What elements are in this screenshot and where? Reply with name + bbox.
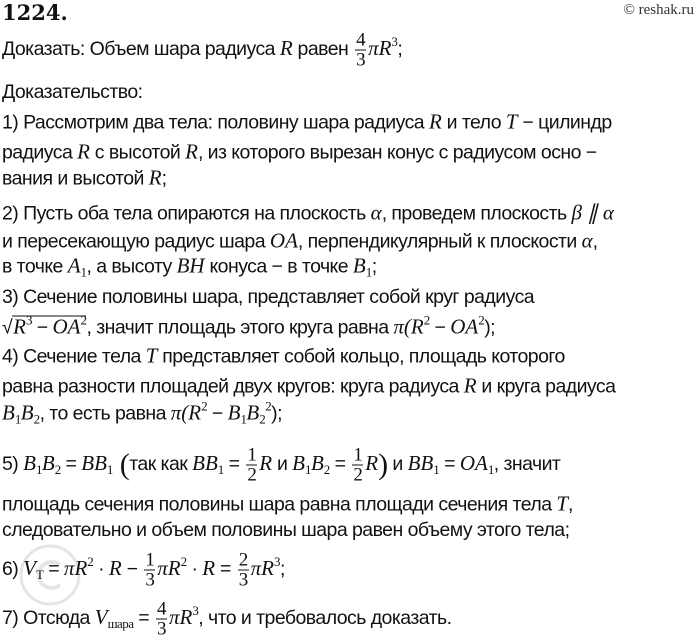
math-var: B (41, 451, 55, 476)
proof-line (2, 551, 285, 590)
proof-line (2, 446, 560, 485)
math-var: R (13, 314, 26, 339)
math-var: OA (459, 451, 488, 476)
paren: ) (378, 448, 388, 482)
text: и пересекающую радиус шара (2, 230, 270, 253)
text: , значит (493, 453, 561, 476)
text: ; (279, 558, 285, 581)
text: равен (292, 38, 354, 61)
math-var: R (185, 139, 198, 164)
text: ; (397, 38, 403, 61)
sqrt-radicand (12, 312, 87, 339)
text: − цилиндр (517, 111, 612, 134)
text: 4) Сечение тела (2, 345, 146, 368)
text: = (215, 558, 236, 581)
math-var: B (2, 400, 15, 425)
numerator: 2 (238, 549, 248, 571)
math-var: πR (157, 556, 181, 581)
text: ; (371, 255, 377, 278)
text: площадь сечения половины шара равна площади сечения тела (2, 493, 557, 516)
text: 5) (2, 453, 24, 476)
fraction (246, 446, 257, 485)
proof-line (2, 600, 451, 639)
fraction (355, 31, 366, 70)
subscript: 1 (240, 411, 247, 427)
subscript: шара (107, 616, 134, 632)
text: , проведем плоскость (381, 202, 572, 225)
text: ; (161, 167, 167, 190)
text: 7) Отсюда (2, 607, 95, 630)
problem-number: 1224. (2, 0, 68, 25)
text: вания и высотой (2, 167, 149, 190)
subscript: 2 (33, 411, 40, 427)
proof-line (2, 229, 598, 254)
text: конуса − в точке (204, 255, 353, 278)
math-var: B (20, 400, 34, 425)
math-var: R (202, 556, 216, 581)
denominator: 3 (157, 618, 166, 640)
text: = (439, 453, 460, 476)
text: ); (271, 402, 282, 425)
math-var: OA (52, 314, 81, 339)
subscript: T (35, 567, 44, 583)
proof-line (2, 254, 377, 279)
text: , значит площадь этого круга равна (86, 316, 394, 339)
text: , перпендикулярный к плоскости (297, 230, 582, 253)
math-var: T (145, 343, 158, 368)
math-var: B (246, 400, 260, 425)
math-var: R (259, 451, 273, 476)
text: Доказательство: (2, 81, 143, 103)
text: , а высоту (86, 255, 177, 278)
subscript: 1 (217, 462, 224, 478)
text: ); (484, 316, 496, 339)
proof-line (2, 518, 569, 542)
math-var: R (279, 36, 293, 61)
superscript: 2 (478, 312, 485, 328)
numerator: 1 (145, 549, 155, 571)
watermark: © reshak.ru (623, 2, 694, 18)
proof-line (2, 285, 534, 309)
superscript: 2 (180, 554, 187, 570)
text: √ (2, 316, 13, 339)
superscript: 2 (87, 554, 94, 570)
numerator: 4 (157, 598, 166, 620)
fraction (352, 446, 363, 485)
numerator: 1 (247, 444, 257, 466)
math-var: A (67, 253, 81, 278)
superscript: 2 (423, 312, 430, 328)
text: − (207, 402, 228, 425)
text: , то есть равна (39, 402, 171, 425)
denominator: 3 (356, 49, 366, 71)
subscript: 1 (35, 462, 42, 478)
text: в точке (2, 255, 68, 278)
proof-line (2, 344, 565, 369)
math-var: B (352, 253, 366, 278)
math-var: BH (176, 253, 205, 278)
subscript: 1 (487, 462, 494, 478)
denominator: 2 (353, 464, 363, 486)
text: 6) (2, 558, 24, 581)
subscript: 1 (80, 264, 87, 280)
proof-line (2, 166, 166, 191)
math-var: OA (269, 228, 298, 253)
proof-line (2, 80, 143, 104)
math-var: π(R (170, 400, 202, 425)
math-var: α (581, 228, 593, 253)
text: равна разности площадей двух кругов: круга радиуса (2, 375, 464, 398)
math-var: πR (168, 605, 193, 630)
subscript: 2 (323, 462, 330, 478)
text: = (60, 453, 82, 476)
superscript: 2 (80, 312, 87, 328)
proof-line (2, 110, 612, 135)
numerator: 4 (356, 29, 366, 51)
text: = (43, 558, 64, 581)
subscript: 1 (14, 411, 21, 427)
math-var: BB (407, 451, 434, 476)
subscript: 2 (54, 462, 61, 478)
text: 1) Рассмотрим два тела: половину шара радиуса (2, 111, 429, 134)
math-var: B (292, 451, 305, 476)
math-var: T (556, 491, 569, 516)
subscript: 1 (305, 462, 311, 478)
math-var: R (463, 373, 477, 398)
text: , из которого вырезан конус с радиусом осно − (197, 141, 597, 164)
math-var: R (428, 109, 442, 134)
text: так как (129, 453, 193, 476)
text: · (186, 558, 203, 581)
superscript: 2 (201, 398, 208, 414)
subscript: 1 (433, 462, 440, 478)
text: Доказать: Объем шара радиуса (2, 38, 280, 61)
math-var: R (148, 165, 162, 190)
math-var: B (310, 451, 324, 476)
text: = (223, 453, 245, 476)
text: − (121, 558, 143, 581)
numerator: 1 (353, 444, 363, 466)
proof-line (2, 31, 402, 70)
subscript: 1 (106, 462, 113, 478)
math-var: BB (81, 451, 107, 476)
denominator: 3 (145, 569, 155, 591)
math-var: T (505, 109, 518, 134)
math-var: R (108, 556, 122, 581)
math-var: OA (450, 314, 479, 339)
text: · (93, 558, 109, 581)
math-var: R (365, 451, 379, 476)
fraction (156, 600, 167, 639)
text: следовательно и объем половины шара равен объему этого тела; (2, 519, 570, 541)
proof-line (2, 201, 614, 226)
text: и (272, 453, 293, 476)
text: , (592, 230, 598, 253)
superscript: 3 (25, 312, 32, 328)
math-var: πR (63, 556, 88, 581)
math-var: π(R (393, 314, 424, 339)
text: = (133, 607, 154, 630)
math-var: B (227, 400, 241, 425)
text: и круга радиуса (476, 375, 616, 398)
math-var: πR (368, 36, 392, 61)
math-var: BB (192, 451, 218, 476)
fraction (144, 551, 155, 590)
proof-line (2, 140, 597, 165)
fraction (238, 551, 249, 590)
text: , что и требовалось доказать. (198, 607, 452, 630)
math-var: V (94, 605, 108, 630)
denominator: 2 (247, 464, 257, 486)
superscript: 3 (391, 34, 398, 50)
math-var: V (23, 556, 36, 581)
text: − (31, 316, 53, 339)
text: − (429, 316, 451, 339)
proof-line (2, 312, 496, 340)
subscript: 2 (259, 411, 266, 427)
proof-line (2, 374, 615, 399)
text: , (568, 493, 573, 516)
denominator: 3 (238, 569, 248, 591)
superscript: 3 (274, 554, 280, 570)
math-var: πR (250, 556, 274, 581)
math-var: α (370, 200, 382, 225)
proof-line (2, 398, 282, 427)
text: и (387, 453, 408, 476)
text: представляет собой кольцо, площадь которого (157, 345, 565, 368)
text: 2) Пусть оба тела опираются на плоскость (2, 202, 371, 225)
text: 3) Сечение половины шара, представляет собой круг радиуса (2, 286, 535, 308)
subscript: 1 (365, 264, 372, 280)
math-var: R (77, 139, 90, 164)
math-var: β ∥ α (571, 200, 614, 225)
math-var: B (23, 451, 36, 476)
text: радиуса (2, 141, 78, 164)
proof-line (2, 492, 573, 517)
text: = (329, 453, 351, 476)
text: с высотой (89, 141, 186, 164)
paren: ( (112, 448, 130, 482)
text: и тело (441, 111, 506, 134)
superscript: 2 (265, 398, 272, 414)
superscript: 3 (192, 603, 199, 619)
